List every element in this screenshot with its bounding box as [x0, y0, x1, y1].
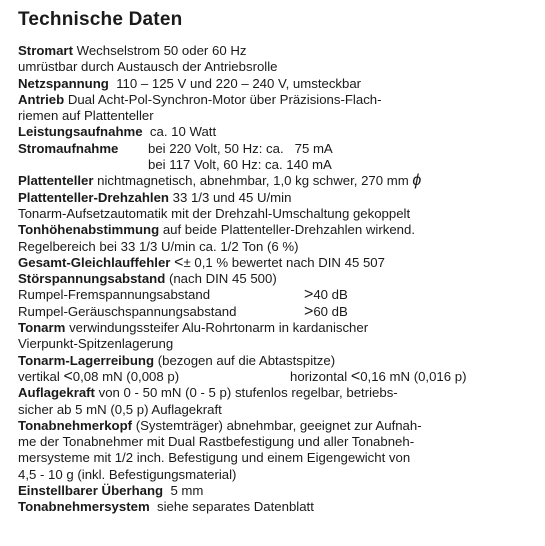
spec-line-plattenteller [18, 173, 538, 189]
spec-value: me der Tonabnehmer mit Dual Rastbefestigung und aller Tonabneh- [18, 434, 415, 450]
spec-line [18, 450, 538, 466]
spec-line-auflagekraft [18, 385, 538, 401]
spec-value: nichtmagnetisch, abnehmbar, 1,0 kg schwer, 270 mm [97, 173, 409, 189]
spec-line [18, 304, 538, 320]
spec-value: 60 dB [313, 303, 348, 319]
spec-value: bei 117 Volt, 60 Hz: ca. 140 mA [148, 157, 332, 173]
spec-line-drehzahlen [18, 190, 538, 206]
page-title: Technische Daten [18, 9, 183, 30]
spec-label: Plattenteller-Drehzahlen [18, 189, 169, 205]
spec-value: vertikal [18, 368, 60, 384]
spec-label: Gesamt-Gleichlauffehler [18, 254, 171, 270]
spec-value: (bezogen auf die Abtastspitze) [157, 352, 336, 368]
spec-label: Stromaufnahme [18, 140, 119, 156]
spec-label: Antrieb [18, 91, 65, 107]
spec-value: Regelbereich bei 33 1/3 U/min ca. 1/2 Ton (6 %) [18, 238, 299, 254]
spec-label: Auflagekraft [18, 385, 95, 401]
spec-line-stoerspannungsabstand [18, 271, 538, 287]
spec-label: Stromart [18, 43, 73, 58]
spec-line [18, 108, 538, 124]
spec-label: Leistungsaufnahme [18, 124, 143, 140]
spec-value: bei 220 Volt, 50 Hz: ca. 75 mA [148, 140, 333, 156]
spec-sheet [18, 8, 538, 516]
spec-line [18, 402, 538, 418]
spec-value: 4,5 - 10 g (inkl. Befestigungsmaterial) [18, 466, 237, 482]
spec-value: 33 1/3 und 45 U/min [172, 189, 292, 205]
spec-value-group [304, 304, 348, 320]
spec-line [18, 59, 538, 75]
spec-value: auf beide Plattenteller-Drehzahlen wirkend. [162, 222, 415, 238]
spec-line [18, 206, 538, 222]
spec-value: (nach DIN 45 500) [168, 271, 277, 287]
spec-line [18, 157, 538, 173]
spec-line-gleichlauffehler [18, 255, 538, 271]
greater-than-symbol: > [304, 302, 314, 320]
spec-line-antrieb [18, 92, 538, 108]
spec-line [18, 369, 538, 385]
spec-label: Störspannungsabstand [18, 271, 166, 287]
spec-value: 0,16 mN (0,016 p) [360, 368, 467, 384]
spec-line-tonarm [18, 320, 538, 336]
spec-label: Plattenteller [18, 173, 94, 189]
spec-value: von 0 - 50 mN (0 - 5 p) stufenlos regelbar, betriebs- [98, 385, 398, 401]
spec-line-stromart [18, 43, 538, 59]
spec-label: Einstellbarer Überhang [18, 483, 164, 499]
spec-line [18, 287, 538, 303]
spec-value-group [290, 369, 467, 385]
spec-label: Netzspannung [18, 75, 109, 91]
less-than-symbol: < [350, 367, 361, 385]
spec-label: Tonhöhenabstimmung [18, 222, 160, 238]
spec-line-netzspannung [18, 76, 538, 92]
spec-value: ± 0,1 % bewertet nach DIN 45 507 [183, 254, 385, 270]
less-than-symbol: < [63, 367, 73, 385]
spec-line [18, 239, 538, 255]
spec-value: verwindungssteifer Alu-Rohrtonarm in kardanischer [69, 320, 369, 336]
spec-value: horizontal [290, 368, 348, 384]
spec-line-tonabnehmerkopf [18, 418, 538, 434]
spec-value: 40 dB [313, 287, 348, 303]
spec-value: umrüstbar durch Austausch der Antriebsrolle [18, 59, 278, 75]
diameter-symbol: ϕ [412, 172, 422, 190]
spec-label: Tonarm-Lagerreibung [18, 352, 155, 368]
spec-value: Wechselstrom 50 oder 60 Hz [76, 43, 247, 58]
spec-value: mersysteme mit 1/2 inch. Befestigung und einem Eigengewicht von [18, 450, 411, 466]
spec-value: siehe separates Datenblatt [157, 499, 314, 515]
spec-line-stromaufnahme [18, 141, 538, 157]
spec-label: Tonarm [18, 320, 66, 336]
spec-value: Dual Acht-Pol-Synchron-Motor über Präzisions-Flach- [67, 91, 382, 107]
spec-line [18, 336, 538, 352]
greater-than-symbol: > [304, 286, 314, 304]
spec-value: 5 mm [170, 483, 204, 499]
spec-value: Rumpel-Geräuschspannungsabstand [18, 303, 237, 319]
spec-value: ca. 10 Watt [149, 124, 217, 140]
spec-label: Tonabnehmerkopf [18, 417, 133, 433]
spec-line-leistungsaufnahme [18, 124, 538, 140]
spec-label: Tonabnehmersystem [18, 499, 150, 515]
spec-value: Vierpunkt-Spitzenlagerung [18, 336, 174, 352]
spec-line [18, 434, 538, 450]
spec-value: riemen auf Plattenteller [18, 108, 154, 124]
spec-line-lagerreibung [18, 353, 538, 369]
spec-value: 0,08 mN (0,008 p) [72, 368, 180, 384]
spec-line [18, 467, 538, 483]
spec-value-group [304, 287, 348, 303]
spec-value: Rumpel-Fremspannungsabstand [18, 287, 211, 303]
less-than-symbol: < [174, 253, 184, 271]
spec-value: sicher ab 5 mN (0,5 p) Auflagekraft [18, 401, 222, 417]
spec-line-ueberhang [18, 483, 538, 499]
spec-value: 110 – 125 V und 220 – 240 V, umsteckbar [116, 75, 362, 91]
spec-line-tonhoehenabstimmung [18, 222, 538, 238]
spec-value: Tonarm-Aufsetzautomatik mit der Drehzahl-Umschaltung gekoppelt [18, 205, 411, 221]
spec-value: (Systemträger) abnehmbar, geeignet zur Aufnah- [135, 417, 422, 433]
spec-line-tonabnehmersystem [18, 499, 538, 515]
